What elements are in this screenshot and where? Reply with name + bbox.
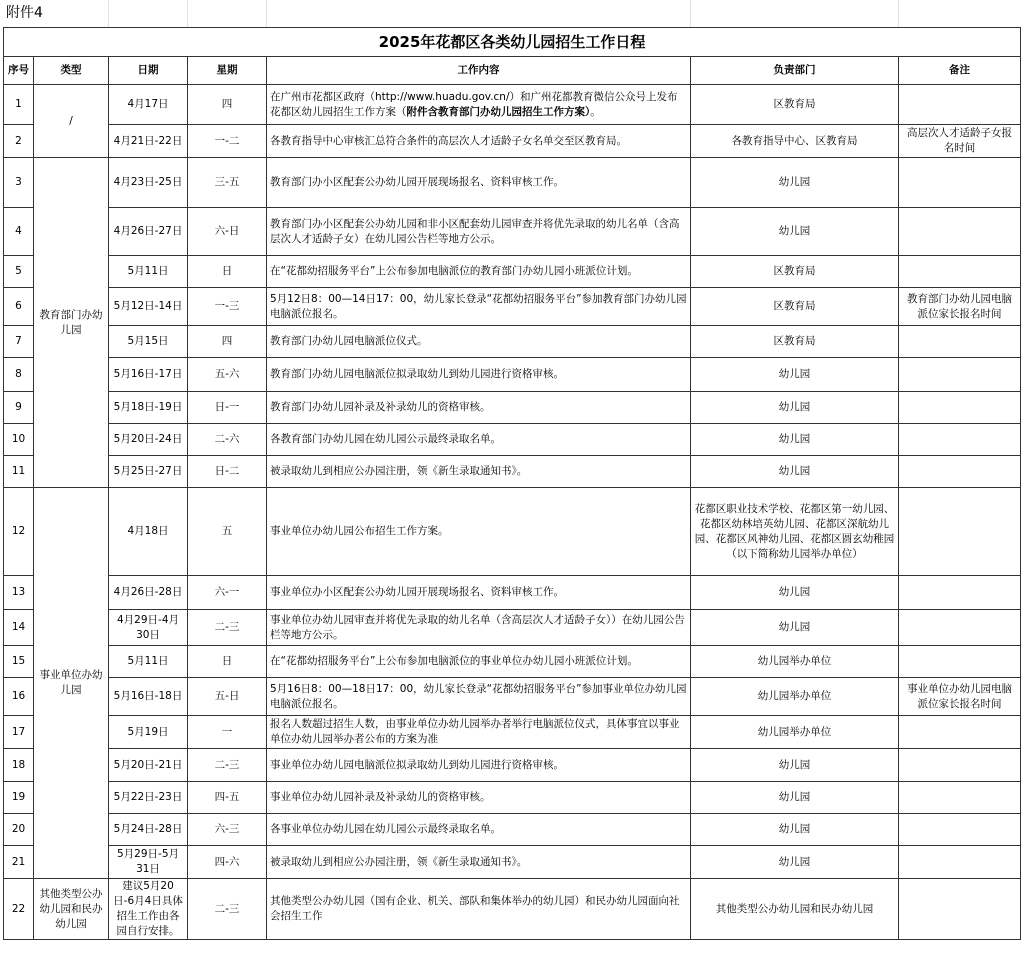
content-cell: 各教育部门办幼儿园在幼儿园公示最终录取名单。: [267, 424, 691, 456]
row-number: 21: [4, 846, 34, 879]
content-cell: 其他类型公办幼儿园（国有企业、机关、部队和集体举办的幼儿园）和民办幼儿园面向社会招生工作: [267, 879, 691, 940]
content-text: 在广州市花都区政府（http://www.huadu.gov.cn/）和广州花都教育微信公众号上发布花都区幼儿园招生工作方案（: [270, 90, 678, 118]
table-row: [4, 488, 1021, 576]
header-note: 备注: [899, 57, 1021, 85]
weekday-cell: 二-三: [188, 879, 267, 940]
table-row: [4, 576, 1021, 610]
table-row: [4, 392, 1021, 424]
dept-cell: 幼儿园: [691, 424, 899, 456]
date-cell: 5月25日-27日: [109, 456, 188, 488]
row-number: 2: [4, 125, 34, 158]
weekday-cell: 一-三: [188, 288, 267, 326]
dept-cell: 区教育局: [691, 256, 899, 288]
weekday-cell: 六-一: [188, 576, 267, 610]
table-row: [4, 456, 1021, 488]
note-cell: [899, 782, 1021, 814]
date-cell: 5月18日-19日: [109, 392, 188, 424]
note-cell: 高层次人才适龄子女报名时间: [899, 125, 1021, 158]
note-cell: [899, 456, 1021, 488]
dept-cell: 幼儿园举办单位: [691, 678, 899, 716]
content-cell: 教育部门办幼儿园电脑派位仪式。: [267, 326, 691, 358]
content-cell: [267, 85, 691, 125]
content-cell: 教育部门办幼儿园电脑派位拟录取幼儿到幼儿园进行资格审核。: [267, 358, 691, 392]
weekday-cell: 二-六: [188, 424, 267, 456]
dept-cell: 花都区职业技术学校、花都区第一幼儿园、花都区幼林培英幼儿园、花都区深航幼儿园、花都区风神幼儿园、花都区圆玄幼稚园（以下简称幼儿园举办单位）: [691, 488, 899, 576]
content-cell: 被录取幼儿到相应公办园注册，领《新生录取通知书》。: [267, 846, 691, 879]
date-cell: 建议5月20日-6月4日具体招生工作由各园自行安排。: [109, 879, 188, 940]
content-cell: 事业单位办小区配套公办幼儿园开展现场报名、资料审核工作。: [267, 576, 691, 610]
content-cell: 各教育指导中心审核汇总符合条件的高层次人才适龄子女名单交至区教育局。: [267, 125, 691, 158]
content-cell: 教育部门办小区配套公办幼儿园和非小区配套幼儿园审查并将优先录取的幼儿名单（含高层次人才适龄子女）在幼儿园公告栏等地方公示。: [267, 208, 691, 256]
table-row: [4, 85, 1021, 125]
weekday-cell: 二-三: [188, 749, 267, 782]
dept-cell: 幼儿园: [691, 456, 899, 488]
note-cell: [899, 576, 1021, 610]
content-bold-text: 附件含教育部门办幼儿园招生工作方案）: [406, 105, 591, 118]
date-cell: 4月26日-27日: [109, 208, 188, 256]
table-row: [4, 158, 1021, 208]
header-no: 序号: [4, 57, 34, 85]
date-cell: 5月19日: [109, 716, 188, 749]
row-number: 11: [4, 456, 34, 488]
weekday-cell: 三-五: [188, 158, 267, 208]
row-number: 12: [4, 488, 34, 576]
weekday-cell: 五: [188, 488, 267, 576]
note-cell: 事业单位办幼儿园电脑派位家长报名时间: [899, 678, 1021, 716]
spreadsheet-top-gridlines: [0, 0, 1024, 27]
row-number: 13: [4, 576, 34, 610]
table-row: [4, 424, 1021, 456]
note-cell: [899, 358, 1021, 392]
table-row: [4, 326, 1021, 358]
attachment-label: 附件4: [6, 5, 43, 21]
content-cell: 在“花都幼招服务平台”上公布参加电脑派位的事业单位办幼儿园小班派位计划。: [267, 646, 691, 678]
date-cell: 5月20日-21日: [109, 749, 188, 782]
header-type: 类型: [34, 57, 109, 85]
row-number: 14: [4, 610, 34, 646]
note-cell: [899, 488, 1021, 576]
type-group: 其他类型公办幼儿园和民办幼儿园: [34, 879, 109, 940]
dept-cell: 幼儿园: [691, 846, 899, 879]
row-number: 4: [4, 208, 34, 256]
dept-cell: 幼儿园: [691, 158, 899, 208]
note-cell: [899, 610, 1021, 646]
date-cell: 5月16日-18日: [109, 678, 188, 716]
header-content: 工作内容: [267, 57, 691, 85]
dept-cell: 区教育局: [691, 85, 899, 125]
header-date: 日期: [109, 57, 188, 85]
row-number: 6: [4, 288, 34, 326]
table-row: [4, 125, 1021, 158]
weekday-cell: 日: [188, 646, 267, 678]
type-group: /: [34, 85, 109, 158]
date-cell: 4月18日: [109, 488, 188, 576]
table-row: [4, 716, 1021, 749]
dept-cell: 幼儿园举办单位: [691, 646, 899, 678]
weekday-cell: 日-一: [188, 392, 267, 424]
row-number: 17: [4, 716, 34, 749]
dept-cell: 幼儿园: [691, 392, 899, 424]
row-number: 5: [4, 256, 34, 288]
table-row: [4, 288, 1021, 326]
table-row: [4, 782, 1021, 814]
table-row: [4, 610, 1021, 646]
note-cell: [899, 814, 1021, 846]
date-cell: 5月22日-23日: [109, 782, 188, 814]
content-cell: 5月16日8：00—18日17：00，幼儿家长登录“花都幼招服务平台”参加事业单位办幼儿园电脑派位报名。: [267, 678, 691, 716]
note-cell: [899, 846, 1021, 879]
weekday-cell: 一: [188, 716, 267, 749]
note-cell: [899, 646, 1021, 678]
table-row: [4, 208, 1021, 256]
weekday-cell: 日: [188, 256, 267, 288]
weekday-cell: 四: [188, 326, 267, 358]
note-cell: [899, 256, 1021, 288]
date-cell: 4月29日-4月30日: [109, 610, 188, 646]
header-row: [4, 57, 1021, 85]
date-cell: 5月11日: [109, 646, 188, 678]
note-cell: [899, 424, 1021, 456]
date-cell: 5月16日-17日: [109, 358, 188, 392]
dept-cell: 幼儿园: [691, 358, 899, 392]
row-number: 15: [4, 646, 34, 678]
weekday-cell: 四-五: [188, 782, 267, 814]
content-cell: 5月12日8：00—14日17：00，幼儿家长登录“花都幼招服务平台”参加教育部门办幼儿园电脑派位报名。: [267, 288, 691, 326]
type-group: 教育部门办幼儿园: [34, 158, 109, 488]
note-cell: [899, 326, 1021, 358]
note-cell: [899, 749, 1021, 782]
dept-cell: 幼儿园: [691, 208, 899, 256]
dept-cell: 区教育局: [691, 288, 899, 326]
weekday-cell: 五-日: [188, 678, 267, 716]
content-cell: 在“花都幼招服务平台”上公布参加电脑派位的教育部门办幼儿园小班派位计划。: [267, 256, 691, 288]
table-row: [4, 749, 1021, 782]
weekday-cell: 日-二: [188, 456, 267, 488]
date-cell: 4月23日-25日: [109, 158, 188, 208]
dept-cell: 幼儿园: [691, 782, 899, 814]
weekday-cell: 四: [188, 85, 267, 125]
date-cell: 5月24日-28日: [109, 814, 188, 846]
content-cell: 事业单位办幼儿园补录及补录幼儿的资格审核。: [267, 782, 691, 814]
row-number: 1: [4, 85, 34, 125]
dept-cell: 其他类型公办幼儿园和民办幼儿园: [691, 879, 899, 940]
note-cell: [899, 158, 1021, 208]
row-number: 19: [4, 782, 34, 814]
table-row: [4, 678, 1021, 716]
row-number: 9: [4, 392, 34, 424]
type-group: 事业单位办幼儿园: [34, 488, 109, 879]
row-number: 8: [4, 358, 34, 392]
note-cell: [899, 208, 1021, 256]
content-cell: 各事业单位办幼儿园在幼儿园公示最终录取名单。: [267, 814, 691, 846]
note-cell: [899, 85, 1021, 125]
header-dept: 负责部门: [691, 57, 899, 85]
date-cell: 5月11日: [109, 256, 188, 288]
date-cell: 5月12日-14日: [109, 288, 188, 326]
header-weekday: 星期: [188, 57, 267, 85]
dept-cell: 区教育局: [691, 326, 899, 358]
content-cell: 教育部门办小区配套公办幼儿园开展现场报名、资料审核工作。: [267, 158, 691, 208]
weekday-cell: 一-二: [188, 125, 267, 158]
weekday-cell: 五-六: [188, 358, 267, 392]
content-tail-text: 。: [590, 105, 601, 118]
content-cell: 被录取幼儿到相应公办园注册，领《新生录取通知书》。: [267, 456, 691, 488]
content-cell: 教育部门办幼儿园补录及补录幼儿的资格审核。: [267, 392, 691, 424]
weekday-cell: 六-日: [188, 208, 267, 256]
date-cell: 4月26日-28日: [109, 576, 188, 610]
dept-cell: 幼儿园举办单位: [691, 716, 899, 749]
table-row: [4, 646, 1021, 678]
date-cell: 5月29日-5月31日: [109, 846, 188, 879]
date-cell: 4月21日-22日: [109, 125, 188, 158]
note-cell: [899, 716, 1021, 749]
note-cell: [899, 392, 1021, 424]
table-row: [4, 256, 1021, 288]
dept-cell: 各教育指导中心、区教育局: [691, 125, 899, 158]
table-row: [4, 846, 1021, 879]
weekday-cell: 六-三: [188, 814, 267, 846]
table-row: [4, 358, 1021, 392]
table-title: 2025年花都区各类幼儿园招生工作日程: [4, 28, 1021, 57]
row-number: 7: [4, 326, 34, 358]
dept-cell: 幼儿园: [691, 814, 899, 846]
schedule-table: [3, 27, 1021, 940]
dept-cell: 幼儿园: [691, 610, 899, 646]
schedule-body: [4, 85, 1021, 940]
date-cell: 4月17日: [109, 85, 188, 125]
note-cell: [899, 879, 1021, 940]
content-cell: 事业单位办幼儿园公布招生工作方案。: [267, 488, 691, 576]
content-cell: 事业单位办幼儿园审查并将优先录取的幼儿名单（含高层次人才适龄子女））在幼儿园公告栏等地方公示。: [267, 610, 691, 646]
row-number: 18: [4, 749, 34, 782]
row-number: 3: [4, 158, 34, 208]
note-cell: 教育部门办幼儿园电脑派位家长报名时间: [899, 288, 1021, 326]
row-number: 20: [4, 814, 34, 846]
row-number: 22: [4, 879, 34, 940]
content-cell: 报名人数超过招生人数，由事业单位办幼儿园举办者举行电脑派位仪式，具体事宜以事业单位办幼儿园举办者公布的方案为准: [267, 716, 691, 749]
dept-cell: 幼儿园: [691, 576, 899, 610]
row-number: 16: [4, 678, 34, 716]
date-cell: 5月20日-24日: [109, 424, 188, 456]
row-number: 10: [4, 424, 34, 456]
weekday-cell: 四-六: [188, 846, 267, 879]
table-row: [4, 879, 1021, 940]
table-row: [4, 814, 1021, 846]
weekday-cell: 二-三: [188, 610, 267, 646]
date-cell: 5月15日: [109, 326, 188, 358]
content-cell: 事业单位办幼儿园电脑派位拟录取幼儿到幼儿园进行资格审核。: [267, 749, 691, 782]
dept-cell: 幼儿园: [691, 749, 899, 782]
